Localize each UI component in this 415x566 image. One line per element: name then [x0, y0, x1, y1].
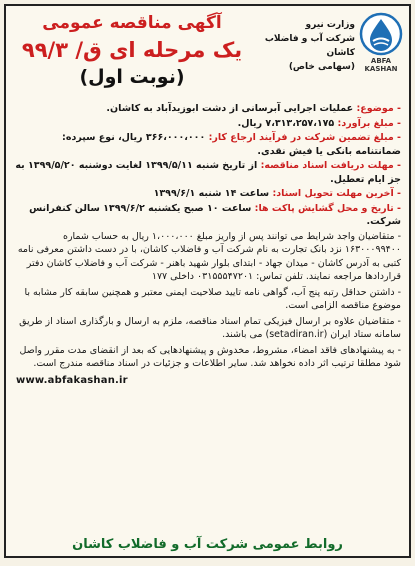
- ad-body: [6, 102, 409, 371]
- guarantee-row: [14, 131, 401, 158]
- subject-value: عملیات اجرایی آبرسانی از دشت ابوزیدآباد به کاشان.: [106, 103, 357, 114]
- setad-paragraph: - متقاضیان علاوه بر ارسال فیزیکی تمام اسناد مناقصه، ملزم به ارسال و بارگذاری اسناد از طریق سامانه ستاد ایران (setadiran.ir) می باشند.: [19, 315, 401, 340]
- ad-title: آگهی مناقصه عمومی: [42, 13, 222, 33]
- public-relations-footer: روابط عمومی شرکت آب و فاضلاب کاشان: [72, 537, 343, 552]
- subject-row: [14, 102, 401, 116]
- estimate-value: ۷،۳۱۳،۲۵۷،۱۷۵ ریال.: [237, 117, 338, 129]
- organization-name: [253, 12, 355, 74]
- docs-deadline-row: [14, 159, 401, 186]
- company-type: (سهامی خاص): [288, 62, 355, 72]
- opening-row: [14, 202, 401, 229]
- docs-deadline-label: - مهلت دریافت اسناد مناقصه:: [260, 160, 401, 171]
- water-drop-emblem-icon: [359, 12, 403, 56]
- conditions-paragraph: - متقاضیان واجد شرایط می توانند پس از واریز مبلغ ۱،۰۰۰،۰۰۰ ریال به حساب شماره ۱۶۳۰۰۰۹۹۴۰۰ نزد بانک تجارت به نام شرکت آب و فاضلاب کاشان، با در دست داشتن معرفی نامه کتبی به آدرس کاشان - میدان جهاد - ابتدای بلوار شهید باهنر - شرکت آب و فاضلاب کاشان دفتر قراردادها مراجعه نمایند. تلفن تماس: ۰۳۱۵۵۵۴۷۲۰۱ داخلی ۱۷۷: [17, 230, 401, 282]
- water-company-logo: [359, 12, 403, 72]
- delivery-deadline-row: [14, 187, 401, 201]
- organization-block: [253, 12, 403, 94]
- opening-value: ساعت ۱۰ صبح یکشنبه ۱۳۹۹/۶/۲ سالن کنفرانس شرکت.: [29, 202, 401, 227]
- estimate-row: [14, 117, 401, 131]
- website-link[interactable]: www.abfakashan.ir: [16, 374, 128, 386]
- tender-number: یک مرحله ای ق/ ۹۹/۳: [21, 38, 243, 62]
- delivery-deadline-label: - آخرین مهلت تحویل اسناد:: [272, 188, 401, 199]
- docs-deadline-value: از تاریخ شنبه ۱۳۹۹/۵/۱۱ لغایت دوشنبه ۱۳۹۹/۵/۲۰ به جز ایام تعطیل.: [15, 160, 401, 185]
- logo-abbreviation: ABFA KASHAN: [364, 57, 398, 73]
- requirements-paragraph: - داشتن حداقل رتبه پنج آب، گواهی نامه تایید صلاحیت ایمنی معتبر و همچنین سابقه کار مشابه با موضوع مناقصه الزامی است.: [24, 286, 401, 311]
- ad-title-block: [14, 10, 250, 90]
- subject-label: - موضوع:: [356, 103, 401, 114]
- rejection-paragraph: - به پیشنهادهای فاقد امضاء، مشروط، مخدوش و پیشنهادهایی که بعد از انقضای مدت مقرر واصل شود مطلقا ترتیب اثر داده نخواهد شد. سایر اطلاعات و جزئیات در اسناد مناقصه مندرج است.: [19, 344, 401, 369]
- tender-advertisement: [4, 4, 411, 558]
- estimate-label: - مبلغ برآورد:: [337, 117, 401, 129]
- ministry-name: وزارت نیرو: [305, 20, 355, 30]
- company-name: شرکت آب و فاضلاب کاشان: [264, 34, 355, 58]
- publication-round: (نوبت اول): [79, 66, 185, 88]
- ad-header: [6, 6, 409, 102]
- opening-label: - تاریخ و محل گشایش پاکت ها:: [254, 202, 401, 214]
- guarantee-value: ۳۶۶،۰۰۰،۰۰۰ ریال، نوع سپرده: ضمانتنامه بانکی یا فیش نقدی.: [62, 132, 401, 157]
- guarantee-label: - مبلغ تضمین شرکت در فرآیند ارجاع کار:: [208, 132, 401, 143]
- delivery-deadline-value: ساعت ۱۴ شنبه ۱۳۹۹/۶/۱: [153, 188, 273, 199]
